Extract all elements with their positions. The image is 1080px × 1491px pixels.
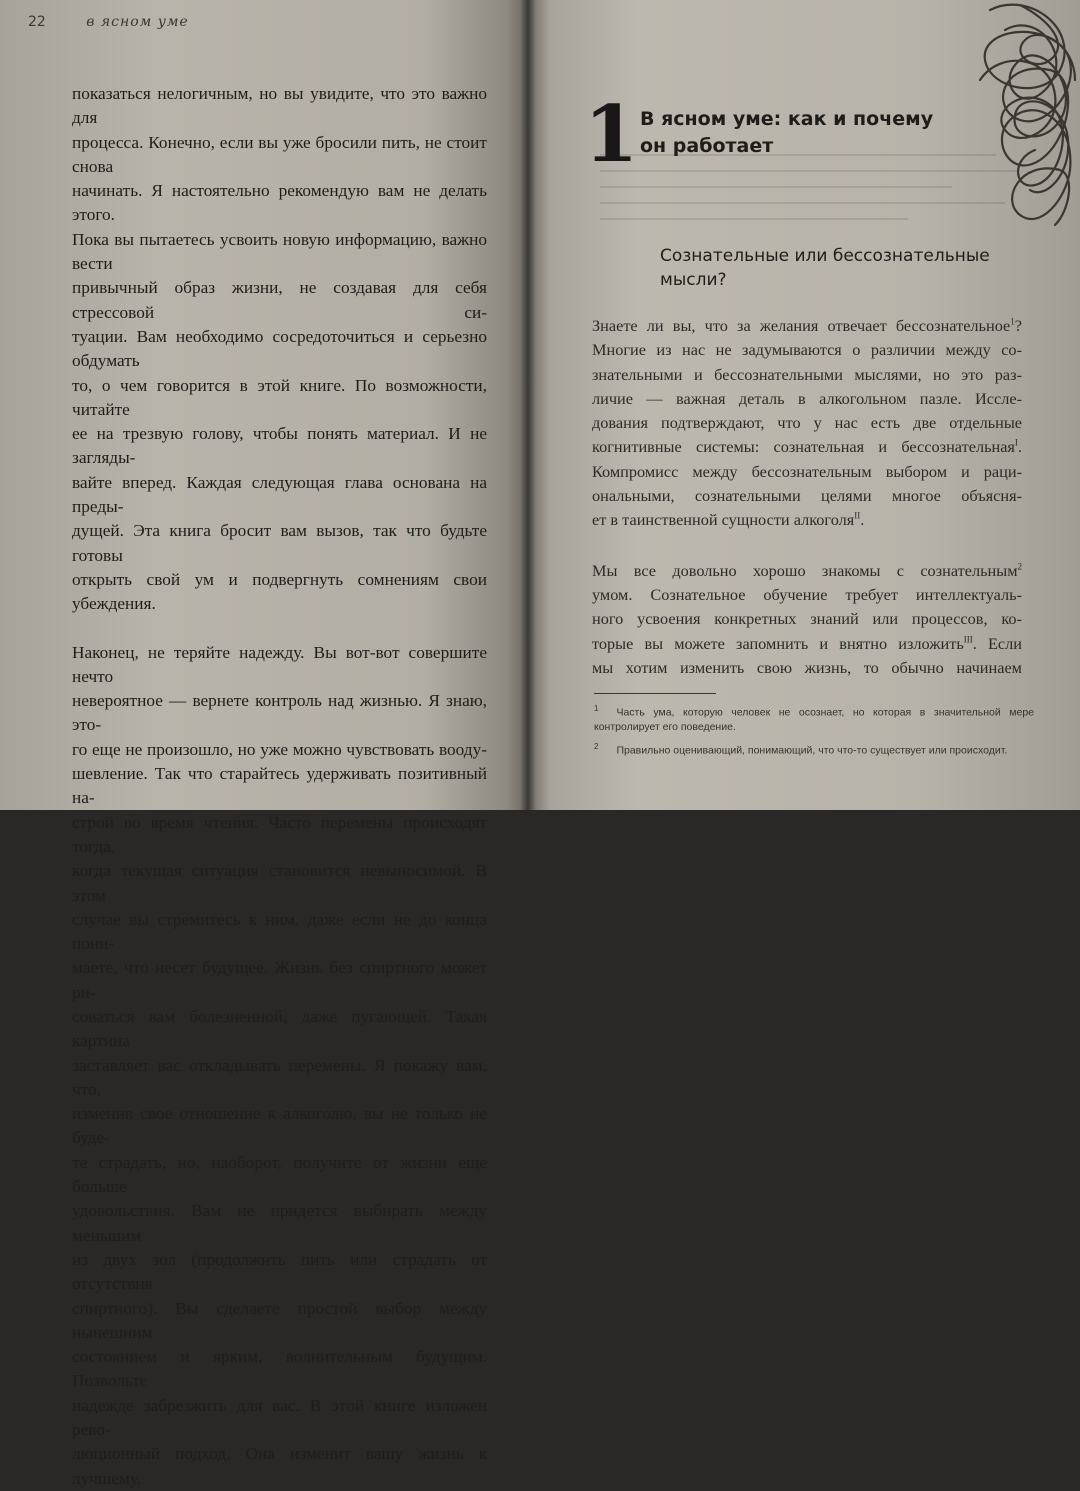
running-head: [28, 14, 189, 30]
text-line: умом. Сознательное обучение требует интеллектуаль-: [592, 584, 1022, 604]
footnote: [594, 740, 1034, 758]
text-line: люционный подход. Она изменит вашу жизнь к лучшему.: [72, 1444, 487, 1488]
footnote-ref: I: [1014, 438, 1018, 449]
text-line: изменив свое отношение к алкоголю, вы не только не буде-: [72, 1104, 487, 1148]
text-line: то, о чем говорится в этой книге. По возможности, читайте: [72, 375, 487, 419]
text-line: го еще не произошло, но уже можно чувствовать вооду-: [72, 739, 487, 759]
text-line: дущей. Эта книга бросит вам вызов, так что будьте готовы: [72, 521, 487, 565]
text-line: когнитивные системы: сознательная и бессознательная: [592, 437, 1015, 457]
text-line: личие — важная деталь в алкогольном пазле. Иссле-: [592, 388, 1022, 408]
text-line: Знаете ли вы, что за желания отвечает бессознательное: [592, 316, 1011, 335]
footnote-ref: 2: [1017, 561, 1022, 572]
text-line: шевление. Так что старайтесь удерживать позитивный на-: [72, 764, 487, 808]
text-line: ее на трезвую голову, чтобы понять материал. И не загляды-: [72, 424, 487, 468]
chapter-title-line: В ясном уме: как и почему: [640, 108, 934, 130]
footnote-mark: 1: [594, 704, 599, 713]
chapter-title: [640, 106, 970, 160]
footnote-ref: 1: [1010, 316, 1015, 327]
footnotes: [594, 702, 1034, 763]
text-line: из двух зол (продолжить пить или страдать от отсутствия: [72, 1249, 487, 1294]
text-line: .: [860, 510, 865, 530]
text-line: торые вы можете запомнить и внятно изложить: [592, 633, 964, 653]
text-line: ?: [1014, 316, 1022, 335]
text-line: дования подтверждают, что у нас есть две отдельные: [592, 413, 1022, 433]
text-line: процесса. Конечно, если вы уже бросили пить, не стоит снова: [72, 132, 487, 176]
text-line: маете, что несет будущее. Жизнь без спиртного может ри-: [72, 958, 487, 1002]
text-line: привычный образ жизни, не создавая для себя стрессовой си-: [72, 278, 487, 322]
page-number: 22: [28, 14, 46, 30]
text-line: надежде забрезжить для вас. В этой книге изложен рево-: [72, 1395, 487, 1440]
book-gutter: [520, 0, 536, 810]
text-line: . Если: [972, 633, 1022, 653]
text-line: начинать. Я настоятельно рекомендую вам не делать этого.: [72, 181, 487, 225]
text-line: туации. Вам необходимо сосредоточиться и серьезно обдумать: [72, 326, 487, 371]
chapter-title-line: он работает: [640, 135, 774, 157]
text-line: показаться нелогичным, но вы увидите, что это важно для: [72, 84, 487, 128]
footnote-ref: III: [963, 634, 973, 645]
text-line: Многие из нас не задумываются о различии между со-: [592, 340, 1022, 360]
text-line: невероятное — вернете контроль над жизнью. Я знаю, это-: [72, 691, 487, 735]
chapter-number: 1: [584, 89, 639, 180]
text-line: те страдать, но, наоборот, получите от жизни еще больше: [72, 1152, 487, 1197]
text-line: открыть свой ум и подвергнуть сомнениям свои убеждения.: [72, 569, 487, 614]
text-line: соваться вам болезненной, даже пугающей. Такая картина: [72, 1006, 487, 1051]
text-line: строй во время чтения. Часто перемены происходят тогда,: [72, 812, 487, 856]
footnote-text: Часть ума, которую человек не осознает, но которая в значительной мере контролирует его поведение.: [594, 706, 1034, 733]
text-line: случае вы стремитесь к ним, даже если не до конца пони-: [72, 909, 487, 954]
left-body-text: [72, 82, 487, 1491]
text-line: заставляет вас откладывать перемены. Я покажу вам, что,: [72, 1055, 487, 1099]
footnote-ref: II: [854, 510, 861, 521]
section-title-line: Сознательные или бессознательные: [660, 246, 990, 266]
text-line: Компромисс между бессознательным выбором и раци-: [592, 461, 1022, 481]
right-body-text: [592, 314, 1022, 680]
text-line: ональными, сознательными целями многое объясня-: [592, 486, 1022, 506]
text-line: знательными и бессознательными мыслями, но это раз-: [592, 364, 1022, 384]
section-title-line: мысли?: [660, 270, 727, 290]
text-line: мы хотим изменить свою жизнь, то обычно начинаем: [592, 657, 1022, 677]
text-line: ет в таинственной сущности алкоголя: [592, 510, 855, 530]
footnote: [594, 702, 1034, 734]
footnote-text: Правильно оценивающий, понимающий, что что-то существует или происходит.: [616, 744, 1008, 756]
text-line: ного усвоения конкретных знаний или процессов, ко-: [592, 609, 1022, 629]
text-line: Пока вы пытаетесь усвоить новую информацию, важно вести: [72, 229, 487, 274]
text-line: .: [1017, 437, 1022, 457]
text-line: удовольствия. Вам не придется выбирать между меньшим: [72, 1201, 487, 1245]
text-line: Наконец, не теряйте надежду. Вы вот-вот совершите нечто: [72, 642, 487, 686]
footnote-rule: [594, 693, 716, 694]
footnote-mark: 2: [594, 741, 599, 751]
text-line: Мы все довольно хорошо знакомы с сознательным: [592, 560, 1018, 580]
running-title: в ясном уме: [86, 14, 189, 30]
text-line: вайте вперед. Каждая следующая глава основана на преды-: [72, 472, 487, 517]
section-title: [660, 244, 1020, 292]
text-line: когда текущая ситуация становится невыносимой. В этом: [72, 861, 487, 905]
text-line: состоянием и ярким, волнительным будущим. Позвольте: [72, 1347, 487, 1391]
text-line: спиртного). Вы сделаете простой выбор между нынешним: [72, 1298, 487, 1342]
